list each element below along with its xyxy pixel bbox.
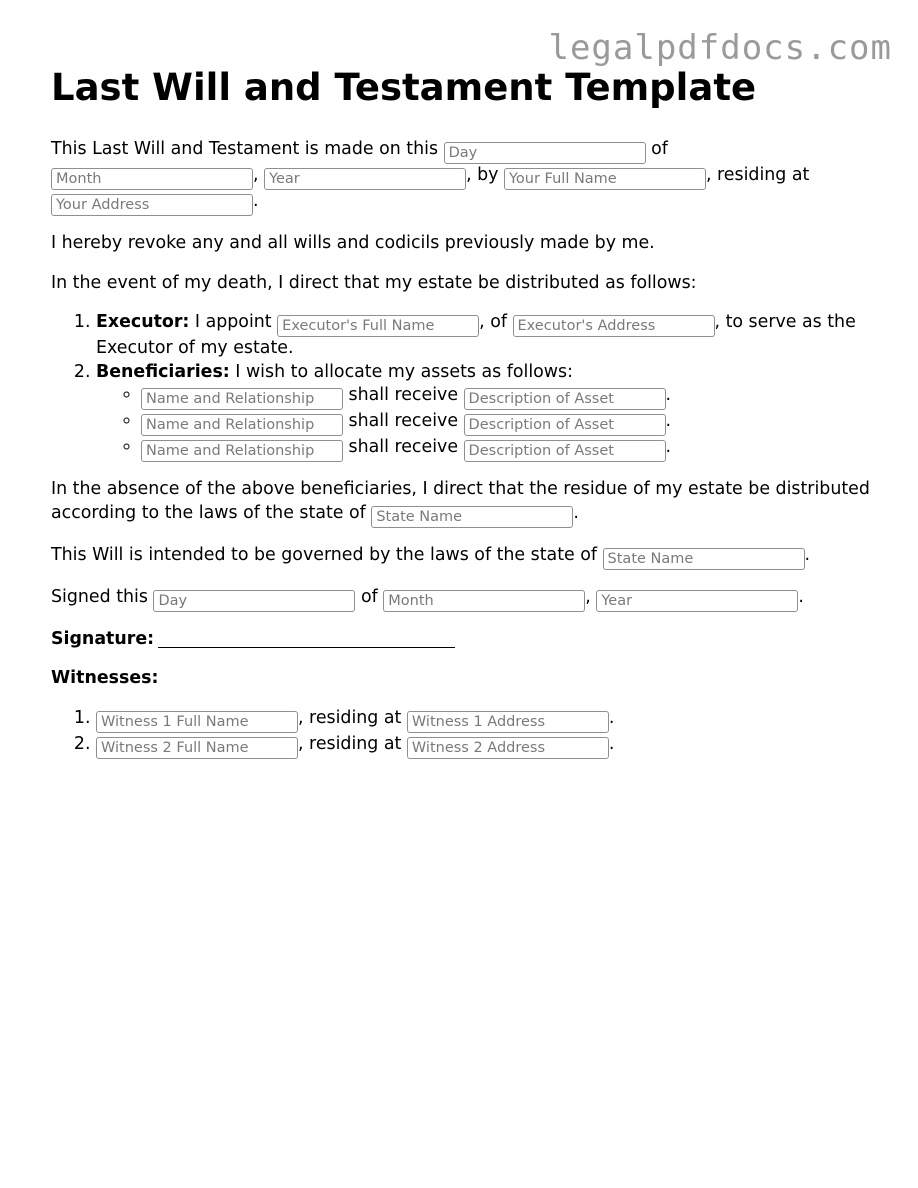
signature-paragraph	[51, 628, 881, 652]
residue-state-input[interactable]	[371, 506, 573, 528]
beneficiary-3-name-input[interactable]	[141, 440, 343, 462]
address-input[interactable]	[51, 194, 253, 216]
watermark: legalpdfdocs.com	[548, 28, 892, 68]
day-input[interactable]	[444, 142, 646, 164]
beneficiaries-item	[96, 361, 881, 463]
signed-paragraph: Signed this Day of Month , Year .	[51, 586, 881, 612]
revoke-paragraph: I hereby revoke any and all wills and codicils previously made by me.	[51, 233, 655, 253]
distribution-list	[51, 311, 881, 462]
page-title: Last Will and Testament Template	[51, 66, 757, 109]
executor-appoint-text: I appoint	[194, 312, 272, 332]
intro-comma: ,	[253, 165, 259, 185]
beneficiaries-list	[96, 384, 881, 462]
executor-name-input[interactable]	[277, 315, 479, 337]
witness-item: Witness 2 Full Name 2. , residing at Witness 2 Address .	[96, 733, 881, 759]
shall-receive-text: shall receive	[348, 437, 459, 457]
shall-receive-text: shall receive	[348, 385, 459, 405]
executor-of-text: , of	[479, 312, 507, 332]
signature-line[interactable]	[158, 629, 455, 648]
witness-2-address-input[interactable]	[407, 737, 609, 759]
intro-text: This Last Will and Testament is made on this	[51, 139, 439, 159]
signed-month-input[interactable]	[383, 590, 585, 612]
governing-paragraph: This Will is intended to be governed by the laws of the state of State Name .	[51, 544, 881, 570]
beneficiary-item: Name and Relationship ◦ shall receive Description of Asset .	[141, 410, 881, 436]
beneficiary-item: Name and Relationship ◦ shall receive Description of Asset .	[141, 384, 881, 410]
intro-period: .	[253, 191, 259, 211]
beneficiaries-text: I wish to allocate my assets as follows:	[235, 361, 573, 382]
executor-address-input[interactable]	[513, 315, 715, 337]
witnesses-label: Witnesses:	[51, 668, 159, 688]
intro-residing-text: , residing at	[705, 165, 810, 185]
intro-of-text: of	[651, 139, 668, 159]
executor-serve-text: , to serve as the Executor of my estate.	[96, 312, 856, 358]
governing-state-input[interactable]	[603, 548, 805, 570]
executor-label: Executor:	[96, 312, 190, 332]
residue-paragraph: In the absence of the above beneficiaries, I direct that the residue of my estate be distributed according to the laws of the state of State Name .	[51, 478, 881, 528]
residue-text: In the absence of the above beneficiaries, I direct that the residue of my estate be distributed according to the laws of the state of	[51, 479, 870, 523]
signed-of-text: of	[361, 586, 378, 607]
witness-2-name-input[interactable]	[96, 737, 298, 759]
beneficiaries-label: Beneficiaries:	[96, 361, 230, 382]
full-name-input[interactable]	[504, 168, 706, 190]
governing-text: This Will is intended to be governed by the laws of the state of	[51, 544, 598, 565]
beneficiary-1-name-input[interactable]	[141, 388, 343, 410]
witness-item: Witness 1 Full Name 1. , residing at Witness 1 Address .	[96, 707, 881, 733]
beneficiary-3-asset-input[interactable]	[464, 440, 666, 462]
beneficiary-2-name-input[interactable]	[141, 414, 343, 436]
signed-day-input[interactable]	[153, 590, 355, 612]
witness-residing-text: , residing at	[298, 707, 402, 728]
executor-item	[96, 311, 881, 361]
signed-text: Signed this	[51, 586, 148, 607]
document-body	[51, 64, 881, 759]
witness-1-address-input[interactable]	[407, 711, 609, 733]
signature-label: Signature:	[51, 628, 155, 649]
witness-residing-text: , residing at	[298, 733, 402, 754]
beneficiary-1-asset-input[interactable]	[464, 388, 666, 410]
intro-paragraph	[51, 138, 881, 216]
event-paragraph: In the event of my death, I direct that my estate be distributed as follows:	[51, 272, 697, 293]
month-input[interactable]	[51, 168, 253, 190]
shall-receive-text: shall receive	[348, 411, 459, 431]
intro-by-text: , by	[466, 165, 499, 185]
beneficiary-2-asset-input[interactable]	[464, 414, 666, 436]
witness-1-name-input[interactable]	[96, 711, 298, 733]
year-input[interactable]	[264, 168, 466, 190]
signed-year-input[interactable]	[596, 590, 798, 612]
witnesses-list	[51, 707, 881, 759]
beneficiary-item: Name and Relationship ◦ shall receive Description of Asset .	[141, 436, 881, 462]
witnesses-heading	[51, 667, 881, 691]
